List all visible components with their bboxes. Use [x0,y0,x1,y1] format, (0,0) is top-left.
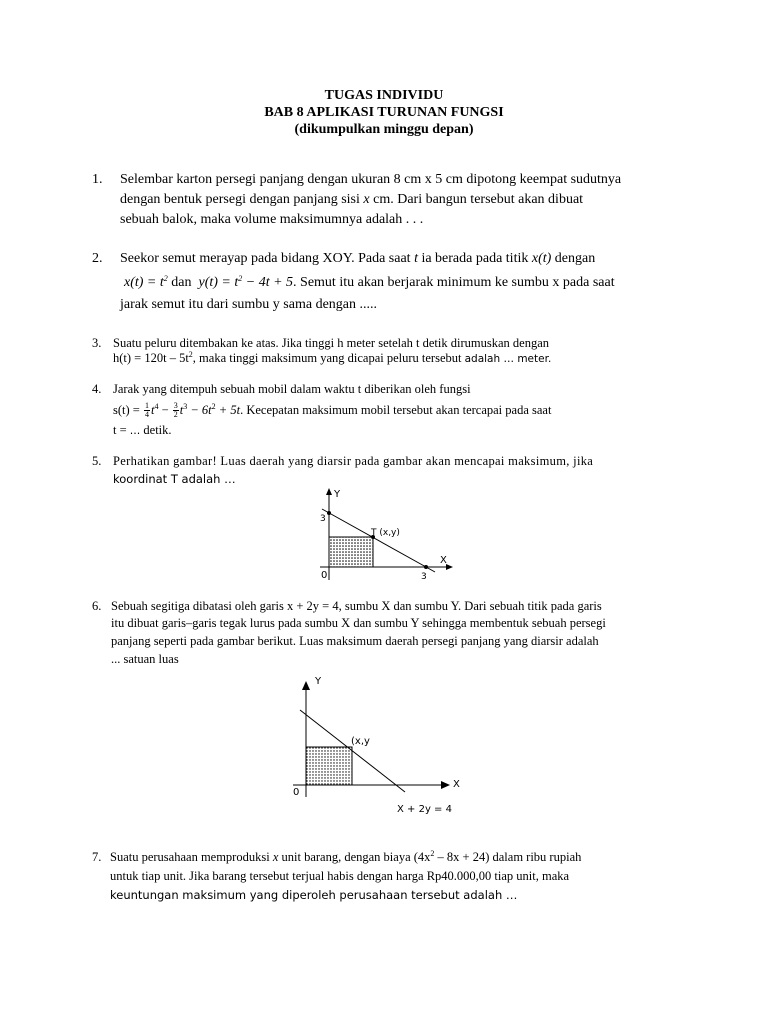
math-variable: x [363,192,370,207]
text-run: . Kecepatan maksimum mobil tersebut akan tercapai pada saat [240,403,552,417]
text-run: – 8x + 24) dalam ribu rupiah [434,850,582,864]
text-run: dengan [554,251,596,266]
doc-title: TUGAS INDIVIDU [324,88,444,103]
text-run: unit barang, dengan biaya (4x [281,850,431,864]
question-number: 1. [92,172,103,187]
text-run: cm. Dari bangun tersebut akan dibuat [373,192,584,207]
doc-note: (dikumpulkan minggu depan) [294,122,474,137]
text-run: , maka tinggi maksimum yang dicapai peluru tersebut [192,351,462,365]
equation-x: $x(t) = t^2$ [124,274,168,290]
question-number: 3. [92,336,102,350]
question-text: sebuah balok, maka volume maksimumnya adalah . . . [120,212,424,227]
axis-label-y: Y [315,676,322,687]
question-number: 5. [92,454,102,468]
text-run: adalah … meter. [464,353,552,365]
graph-figure-5 [300,485,470,585]
x-axis-arrow-icon [446,564,453,570]
question-text: itu dibuat garis–garis tegak lurus pada sumbu X dan sumbu Y sehingga membentuk sebuah persegi [111,616,606,630]
question-text: Jarak yang ditempuh sebuah mobil dalam waktu t diberikan oleh fungsi [113,382,471,396]
y-axis-arrow-icon [302,681,310,690]
line-equation-label: X + 2y = 4 [397,804,452,815]
question-number: 2. [92,251,103,266]
fraction: $\frac{3}{2}$ [173,401,178,419]
question-number: 4. [92,382,102,396]
shaded-rectangle [306,747,352,785]
text-run: h(t) = 120t – 5t [113,351,189,365]
math-variable: t [414,251,418,266]
question-text: panjang seperti pada gambar berikut. Luas maksimum daerah persegi panjang yang diarsir adalah [111,634,599,648]
question-text: koordinat T adalah … [113,472,236,486]
graph-figure-6 [285,672,485,817]
question-text: jarak semut itu dari sumbu y sama dengan ..... [120,297,377,312]
question-text: ... satuan luas [111,652,179,666]
question-text: untuk tiap unit. Jika barang tersebut terjual habis dengan harga Rp40.000,00 tiap unit, maka [110,869,570,883]
text-run: . Semut itu akan berjarak minimum ke sumbu x pada saat [293,275,615,290]
fraction: $\frac{1}{4}$ [144,401,149,419]
question-number: 6. [92,599,102,613]
question-text [113,423,172,438]
question-number: 7. [92,850,102,864]
origin-label: 0 [293,787,300,798]
axis-label-x: X [453,779,460,790]
axis-label-x: X [440,555,447,566]
point-y-intercept [327,511,331,515]
axis-label-y: Y [334,489,341,500]
text-run: t = [113,423,127,437]
question-text [120,192,583,208]
point-x-intercept [424,565,428,569]
doc-subtitle: BAB 8 APLIKASI TURUNAN FUNGSI [264,105,504,120]
shaded-rectangle [329,537,373,567]
point-label-t: T (x,y) [371,528,400,538]
origin-label: 0 [321,570,328,581]
question-text: s(t) = $\frac{1}{4}$ $t^4$ − $\frac{3}{2}$ $t^3 - 6t^2 + 5t$. Kecepatan maksimum mobil tersebut akan tercapai pada saat [113,401,552,419]
math-expression: x(t) [531,251,552,266]
x-axis-arrow-icon [441,781,450,789]
text-run: ia berada pada titik [421,251,529,266]
text-run: dan [171,275,192,290]
question-text: Suatu perusahaan memproduksi x unit barang, dengan biaya $(4x^2 - 8x + 24)$ dalam ribu rupiah [110,849,582,864]
equation-y: $y(t) = t^2 - 4t + 5$ [198,274,294,290]
question-text: $h(t) = 120t - 5t^2$, maka tinggi maksimum yang dicapai peluru tersebut adalah … meter. [113,350,552,365]
question-text [120,251,595,267]
question-text: Selembar karton persegi panjang dengan ukuran 8 cm x 5 cm dipotong keempat sudutnya [120,172,622,187]
text-run: dengan bentuk persegi dengan panjang sisi [120,192,360,207]
text-run: … [129,425,141,437]
tick-label-y3: 3 [320,514,326,524]
tick-label-x3: 3 [421,572,427,582]
question-text: keuntungan maksimum yang diperoleh perusahaan tersebut adalah … [110,888,518,902]
text-run: detik. [143,423,172,437]
point-label: (x,y [351,736,370,747]
text-run: Suatu perusahaan memproduksi [110,850,270,864]
math-variable: x [272,850,279,864]
question-text: Sebuah segitiga dibatasi oleh garis x + 2y = 4, sumbu X dan sumbu Y. Dari sebuah titik pada garis [111,599,602,613]
y-axis-arrow-icon [326,488,332,495]
question-text: Perhatikan gambar! Luas daerah yang diarsir pada gambar akan mencapai maksimum, jika [113,454,594,468]
text-run: s(t) = [113,403,143,417]
text-run: Seekor semut merayap pada bidang XOY. Pada saat [120,251,411,266]
question-text: Suatu peluru ditembakan ke atas. Jika tinggi h meter setelah t detik dirumuskan dengan [113,336,549,350]
question-text [124,275,615,291]
